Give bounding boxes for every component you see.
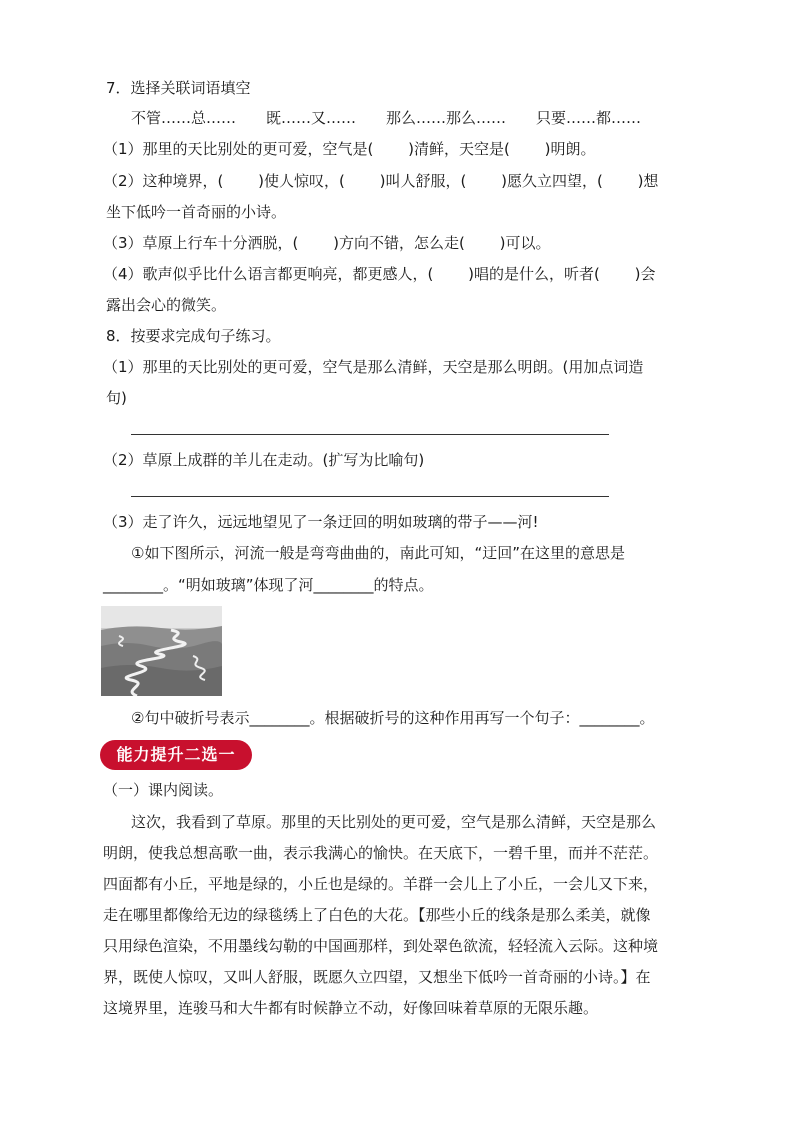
ability-banner-label: 能力提升二选一 (116, 745, 236, 764)
ability-banner (100, 740, 252, 770)
reading-line-4: 走在哪里都像给无边的绿毯绣上了白色的大花。【那些小丘的线条是那么柔美，就像 (103, 906, 651, 924)
q8-sub-1-line-2: ________。“明如玻璃”体现了河________的特点。 (103, 576, 434, 594)
q7-item-1: （1）那里的天比别处的更可爱，空气是( )清鲜，天空是( )明朗。 (103, 140, 596, 158)
q8-item-1-line-1: （1）那里的天比别处的更可爱，空气是那么清鲜，天空是那么明朗。(用加点词造 (103, 358, 644, 376)
q7-item-2-line-2: 坐下低吟一首奇丽的小诗。 (106, 203, 287, 221)
q8-sub-2: ②句中破折号表示________。根据破折号的这种作用再写一个句子：________。 (131, 709, 655, 727)
q7-options: 不管……总…… 既……又…… 那么……那么…… 只要……都…… (131, 109, 642, 127)
q7-item-2-line-1: （2）这种境界，( )使人惊叹，( )叫人舒服，( )愿久立四望，( )想 (103, 172, 659, 190)
river-meander-photo (101, 606, 222, 696)
q7-item-3: （3）草原上行车十分洒脱，( )方向不错，怎么走( )可以。 (103, 234, 551, 252)
q7-item-4-line-2: 露出会心的微笑。 (106, 296, 227, 314)
reading-line-3: 四面都有小丘，平地是绿的，小丘也是绿的。羊群一会儿上了小丘，一会儿又下来， (103, 875, 659, 893)
q8-item-1-line-2: 句) (106, 389, 127, 407)
answer-line-1[interactable] (131, 434, 609, 435)
q8-title: 8．按要求完成句子练习。 (106, 327, 281, 345)
reading-line-6: 界，既使人惊叹，又叫人舒服，既愿久立四望，又想坐下低吟一首奇丽的小诗。】在 (103, 968, 651, 986)
q8-item-2: （2）草原上成群的羊儿在走动。(扩写为比喻句) (103, 451, 425, 469)
reading-line-5: 只用绿色渲染，不用墨线勾勒的中国画那样，到处翠色欲流，轻轻流入云际。这种境 (103, 937, 659, 955)
q7-item-4-line-1: （4）歌声似乎比什么语言都更响亮，都更感人，( )唱的是什么，听者( )会 (103, 265, 656, 283)
reading-line-2: 明朗，使我总想高歌一曲，表示我满心的愉快。在天底下，一碧千里，而并不茫茫。 (103, 844, 659, 862)
q7-title: 7．选择关联词语填空 (106, 79, 251, 97)
q8-sub-1-line-1: ①如下图所示，河流一般是弯弯曲曲的，南此可知，“迂回”在这里的意思是 (131, 544, 625, 562)
reading-line-7: 这境界里，连骏马和大牛都有时候静立不动，好像回味着草原的无限乐趣。 (103, 999, 599, 1017)
reading-heading: （一）课内阅读。 (103, 781, 224, 799)
answer-line-2[interactable] (131, 496, 609, 497)
reading-line-1: 这次，我看到了草原。那里的天比别处的更可爱，空气是那么清鲜，天空是那么 (131, 813, 657, 831)
q8-item-3: （3）走了许久，远远地望见了一条迂回的明如玻璃的带子——河! (103, 513, 539, 531)
